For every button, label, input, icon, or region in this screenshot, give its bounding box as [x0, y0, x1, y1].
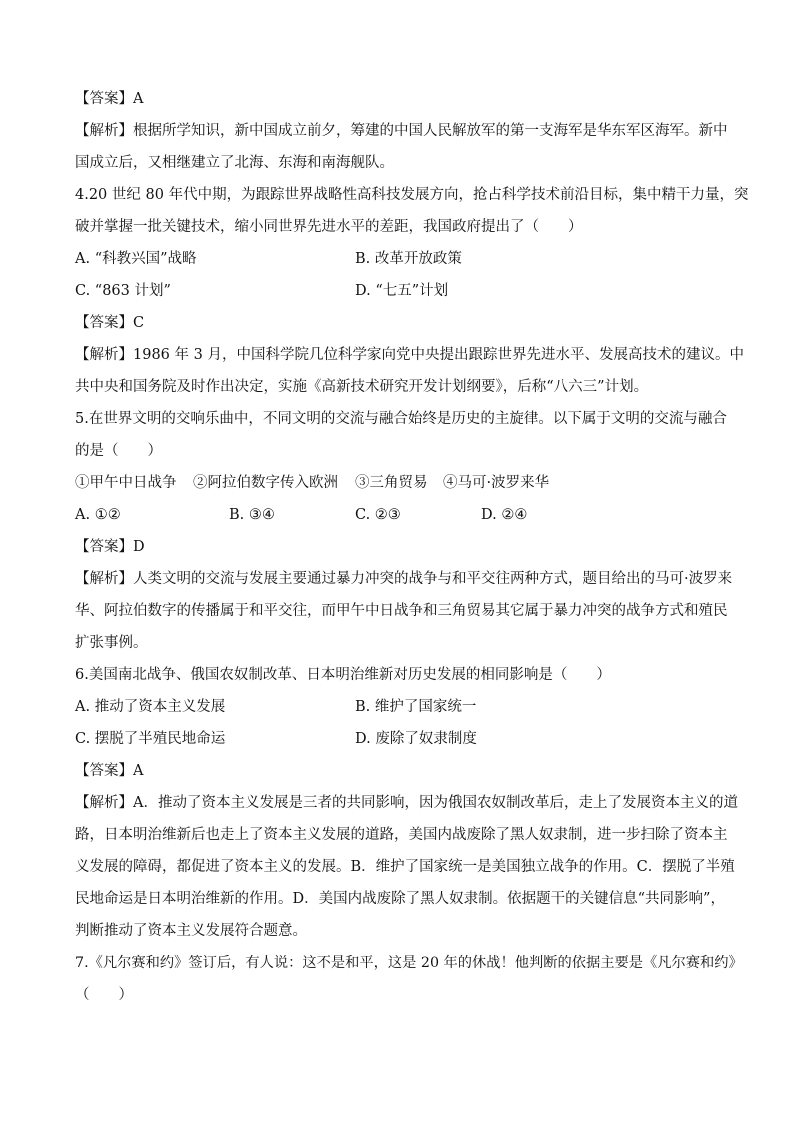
q6-option-c: C. 摆脱了半殖民地命运	[75, 731, 226, 747]
q7-stem-line-2: （ ）	[75, 987, 133, 1003]
q6-answer: 【答案】A	[75, 763, 144, 779]
q6-stem-line-1: 6.美国南北战争、俄国农奴制改革、日本明治维新对历史发展的相同影响是（ ）	[75, 667, 611, 683]
q4-answer: 【答案】C	[75, 315, 145, 331]
q5-item-4: ④马可·波罗来华	[443, 475, 550, 491]
q4-option-d: D. “七五”计划	[355, 283, 449, 299]
q5-analysis-line-3: 扩张事例。	[75, 635, 148, 651]
q5-item-1: ①甲午中日战争	[75, 475, 177, 491]
q6-analysis-line-2: 路，日本明治维新后也走上了资本主义发展的道路，美国内战废除了黑人奴隶制，进一步扫除了资本主	[75, 827, 728, 843]
q5-option-a: A. ①②	[75, 507, 121, 523]
q6-option-d: D. 废除了奴隶制度	[355, 731, 477, 747]
q5-stem-line-1: 5.在世界文明的交响乐曲中，不同文明的交流与融合始终是历史的主旋律。以下属于文明的交流与融合	[75, 411, 727, 427]
q3-answer: 【答案】A	[75, 91, 144, 107]
q4-analysis-line-1: 【解析】1986 年 3 月，中国科学院几位科学家向党中央提出跟踪世界先进水平、发展高技术的建议。中	[75, 347, 744, 363]
q5-analysis-line-1: 【解析】人类文明的交流与发展主要通过暴力冲突的战争与和平交往两种方式，题目给出的马可·波罗来	[75, 571, 733, 587]
q4-analysis-line-2: 共中央和国务院及时作出决定，实施《高新技术研究开发计划纲要》，后称“八六三”计划。	[75, 379, 649, 395]
q5-option-b: B. ③④	[229, 507, 275, 523]
q6-analysis-line-4: 民地命运是日本明治维新的作用。D．美国内战废除了黑人奴隶制。依据题干的关键信息“共同影响”，	[75, 891, 725, 907]
q5-stem-line-2: 的是（ ）	[75, 443, 162, 459]
q5-analysis-line-2: 华、阿拉伯数字的传播属于和平交往，而甲午中日战争和三角贸易其它属于暴力冲突的战争方式和殖民	[75, 603, 728, 619]
q6-option-b: B. 维护了国家统一	[355, 699, 477, 715]
q4-stem-line-1: 4.20 世纪 80 年代中期，为跟踪世界战略性高科技发展方向，抢占科学技术前沿目标，集中精干力量，突	[75, 187, 749, 203]
q3-analysis-line-1: 【解析】根据所学知识，新中国成立前夕，筹建的中国人民解放军的第一支海军是华东军区海军。新中	[75, 123, 728, 139]
q6-analysis-line-3: 义发展的障碍，都促进了资本主义的发展。B．维护了国家统一是美国独立战争的作用。C．摆脱了半殖	[75, 859, 735, 875]
q5-option-d: D. ②④	[481, 507, 528, 523]
q4-option-c: C. “863 计划”	[75, 283, 171, 299]
q5-item-2: ②阿拉伯数字传入欧洲	[193, 475, 338, 491]
q4-option-b: B. 改革开放政策	[355, 251, 462, 267]
q5-option-c: C. ②③	[355, 507, 401, 523]
q7-stem-line-1: 7.《凡尔赛和约》签订后，有人说：这不是和平，这是 20 年的休战！他判断的依据主要是《凡尔赛和约》	[75, 955, 743, 971]
q4-option-a: A. “科教兴国”战略	[75, 251, 197, 267]
q5-item-3: ③三角贸易	[355, 475, 428, 491]
q5-answer: 【答案】D	[75, 539, 145, 555]
q4-stem-line-2: 破并掌握一批关键技术，缩小同世界先进水平的差距，我国政府提出了（ ）	[75, 219, 583, 235]
q3-analysis-line-2: 国成立后，又相继建立了北海、东海和南海舰队。	[75, 155, 394, 171]
q6-analysis-line-5: 判断推动了资本主义发展符合题意。	[75, 923, 307, 939]
q6-analysis-line-1: 【解析】A．推动了资本主义发展是三者的共同影响，因为俄国农奴制改革后，走上了发展资本主义的道	[75, 795, 738, 811]
q6-option-a: A. 推动了资本主义发展	[75, 699, 226, 715]
